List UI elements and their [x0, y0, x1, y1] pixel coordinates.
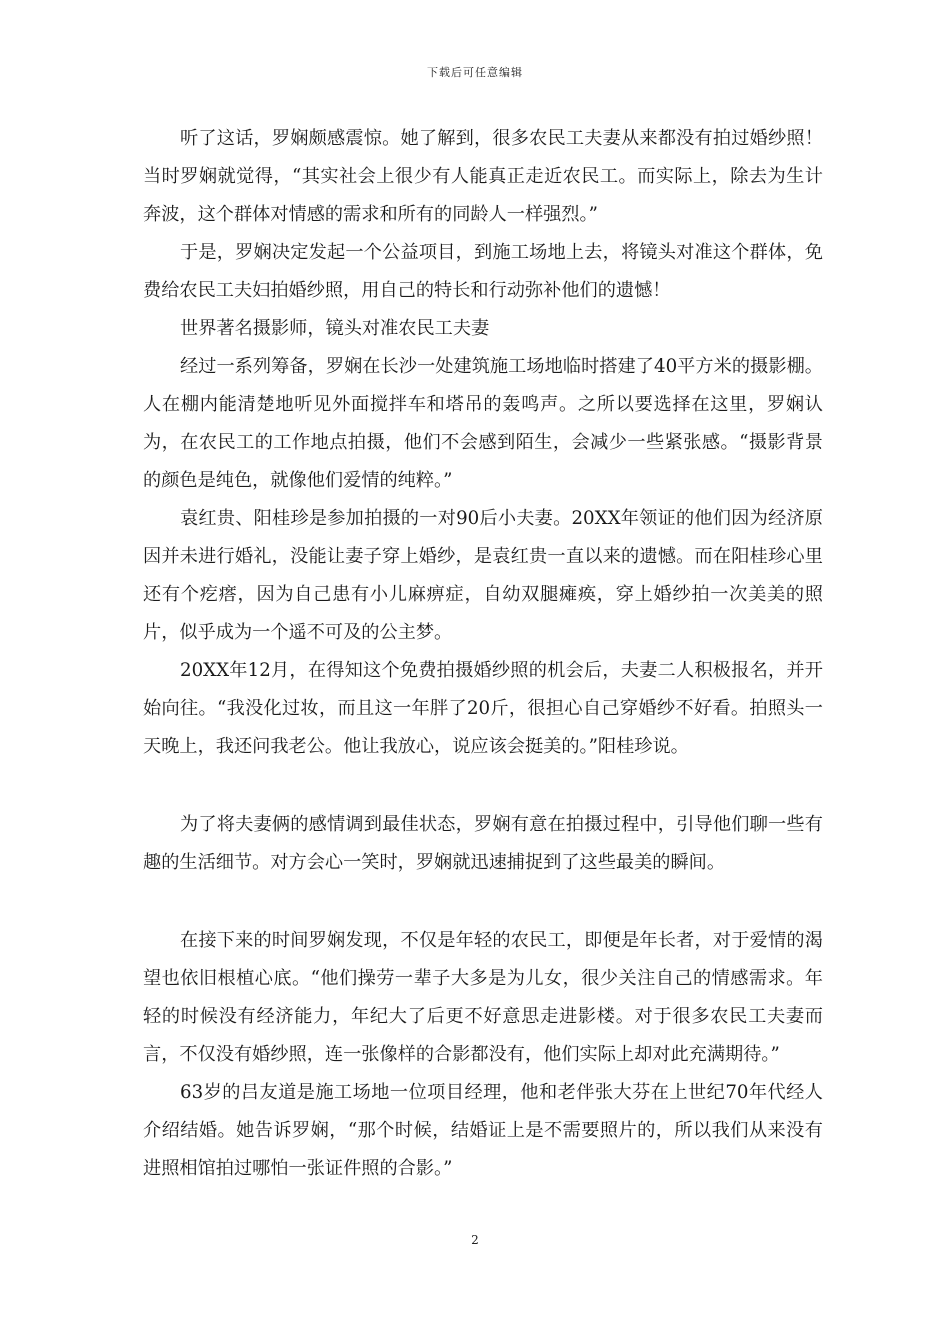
section-heading: 世界著名摄影师，镜头对准农民工夫妻 — [180, 318, 490, 339]
paragraph: 经过一系列筹备，罗娴在长沙一处建筑施工场地临时搭建了40平方米的摄影棚。人在棚内能清楚地听见外面搅拌车和塔吊的轰鸣声。之所以要选择在这里，罗娴认为，在农民工的工作地点拍摄，他们不会感到陌生，会减少一些紧张感。“摄影背景的颜色是纯色，就像他们爱情的纯粹。” — [143, 356, 823, 491]
blank-line — [143, 882, 823, 922]
paragraph: 在接下来的时间罗娴发现，不仅是年轻的农民工，即便是年长者，对于爱情的渴望也依旧根植心底。“他们操劳一辈子大多是为儿女，很少关注自己的情感需求。年轻的时候没有经济能力，年纪大了后更不好意思走进影楼。对于很多农民工夫妻而言，不仅没有婚纱照，连一张像样的合影都没有，他们实际上却对此充满期待。” — [143, 930, 823, 1065]
paragraph: 听了这话，罗娴颇感震惊。她了解到，很多农民工夫妻从来都没有拍过婚纱照！当时罗娴就觉得，“其实社会上很少有人能真正走近农民工。而实际上，除去为生计奔波，这个群体对情感的需求和所有的同龄人一样强烈。” — [143, 128, 823, 225]
paragraph: 袁红贵、阳桂珍是参加拍摄的一对90后小夫妻。20XX年领证的他们因为经济原因并未进行婚礼，没能让妻子穿上婚纱，是袁红贵一直以来的遗憾。而在阳桂珍心里还有个疙瘩，因为自己患有小儿麻痹症，自幼双腿瘫痪，穿上婚纱拍一次美美的照片，似乎成为一个遥不可及的公主梦。 — [143, 508, 823, 643]
page-header: 下载后可任意编辑 — [427, 66, 523, 79]
paragraph: 63岁的吕友道是施工场地一位项目经理，他和老伴张大芬在上世纪70年代经人介绍结婚。她告诉罗娴，“那个时候，结婚证上是不需要照片的，所以我们从来没有进照相馆拍过哪怕一张证件照的合影。” — [143, 1082, 823, 1179]
page-number: 2 — [471, 1233, 479, 1247]
paragraph: 为了将夫妻俩的感情调到最佳状态，罗娴有意在拍摄过程中，引导他们聊一些有趣的生活细节。对方会心一笑时，罗娴就迅速捕捉到了这些最美的瞬间。 — [143, 814, 823, 873]
paragraph: 20XX年12月，在得知这个免费拍摄婚纱照的机会后，夫妻二人积极报名，并开始向往。“我没化过妆，而且这一年胖了20斤，很担心自己穿婚纱不好看。拍照头一天晚上，我还问我老公。他让我放心，说应该会挺美的。”阳桂珍说。 — [143, 660, 823, 757]
blank-line — [143, 766, 823, 806]
body-text — [143, 120, 823, 1188]
paragraph: 于是，罗娴决定发起一个公益项目，到施工场地上去，将镜头对准这个群体，免费给农民工夫妇拍婚纱照，用自己的特长和行动弥补他们的遗憾！ — [143, 242, 823, 301]
